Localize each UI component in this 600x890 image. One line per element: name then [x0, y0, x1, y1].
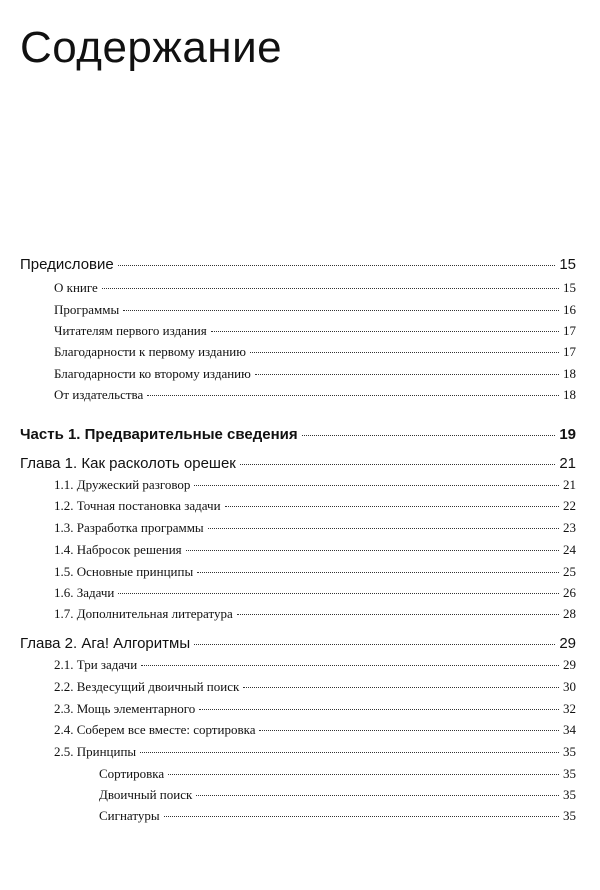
toc-page-number: 15	[563, 280, 576, 295]
toc-entry-part[interactable]	[20, 426, 576, 443]
toc-page-number: 23	[563, 520, 576, 535]
dot-leader	[255, 374, 559, 375]
toc-entry-label: 2.3. Мощь элементарного	[54, 701, 196, 716]
dot-leader	[237, 614, 559, 615]
dot-leader	[194, 485, 559, 486]
toc-entry[interactable]	[54, 498, 576, 514]
toc-entry[interactable]	[54, 280, 576, 296]
dot-leader	[140, 752, 559, 753]
dot-leader	[147, 395, 559, 396]
toc-page-number: 28	[563, 606, 576, 621]
toc-entry-sub[interactable]	[99, 808, 576, 824]
toc-entry-label: Благодарности к первому изданию	[54, 344, 246, 359]
toc-entry-label: 2.1. Три задачи	[54, 657, 138, 672]
toc-page-number: 15	[559, 256, 576, 273]
toc-entry-label: Сигнатуры	[99, 808, 160, 823]
toc-entry[interactable]	[54, 323, 576, 339]
dot-leader	[102, 288, 559, 289]
toc-entry[interactable]	[54, 722, 576, 738]
toc-entry-chapter[interactable]	[20, 455, 576, 472]
dot-leader	[141, 665, 559, 666]
toc-page-number: 24	[563, 542, 576, 557]
toc-entry-label: Сортировка	[99, 766, 165, 781]
toc-entry-label: 1.2. Точная постановка задачи	[54, 498, 221, 513]
toc-entry[interactable]	[54, 744, 576, 760]
toc-entry[interactable]	[54, 701, 576, 717]
toc-entry-label: 2.2. Вездесущий двоичный поиск	[54, 679, 240, 694]
dot-leader	[186, 550, 559, 551]
toc-entry-chapter[interactable]	[20, 635, 576, 652]
dot-leader	[225, 506, 559, 507]
dot-leader	[211, 331, 559, 332]
dot-leader	[259, 730, 559, 731]
toc-entry-label: 1.1. Дружеский разговор	[54, 477, 191, 492]
toc-entry[interactable]	[54, 679, 576, 695]
toc-page-number: 26	[563, 585, 576, 600]
toc-entry[interactable]	[54, 387, 576, 403]
toc-entry-preface[interactable]	[20, 256, 576, 273]
toc-entry-label: Программы	[54, 302, 120, 317]
toc-page-number: 18	[563, 387, 576, 402]
toc-entry-label: Двоичный поиск	[99, 787, 193, 802]
toc-page-number: 17	[563, 344, 576, 359]
toc-entry-label: 2.4. Соберем все вместе: сортировка	[54, 722, 256, 737]
toc-page-number: 16	[563, 302, 576, 317]
toc-entry[interactable]	[54, 366, 576, 382]
toc-page-number: 21	[563, 477, 576, 492]
toc-entry[interactable]	[54, 477, 576, 493]
page-title: Содержание	[20, 23, 283, 72]
toc-entry-label: 1.6. Задачи	[54, 585, 115, 600]
toc-page-number: 35	[563, 744, 576, 759]
toc-page-number: 35	[563, 808, 576, 823]
dot-leader	[240, 464, 555, 465]
toc-entry-label: 1.5. Основные принципы	[54, 564, 194, 579]
dot-leader	[302, 435, 556, 436]
dot-leader	[118, 265, 556, 266]
toc-entry[interactable]	[54, 606, 576, 622]
toc-entry-label: О книге	[54, 280, 98, 295]
toc-page-number: 19	[559, 426, 576, 443]
dot-leader	[243, 687, 559, 688]
toc-entry-label: Читателям первого издания	[54, 323, 207, 338]
toc-entry-sub[interactable]	[99, 787, 576, 803]
toc-page-number: 32	[563, 701, 576, 716]
toc-entry-label: 1.4. Набросок решения	[54, 542, 182, 557]
toc-page-number: 29	[559, 635, 576, 652]
toc-entry[interactable]	[54, 302, 576, 318]
toc-page-number: 29	[563, 657, 576, 672]
toc-page-number: 35	[563, 766, 576, 781]
dot-leader	[118, 593, 559, 594]
toc-page-number: 25	[563, 564, 576, 579]
toc-entry-label: Глава 2. Ага! Алгоритмы	[20, 635, 191, 652]
dot-leader	[123, 310, 559, 311]
toc-entry-label: Часть 1. Предварительные сведения	[20, 426, 298, 443]
toc-entry-label: Благодарности ко второму изданию	[54, 366, 251, 381]
toc-page-number: 18	[563, 366, 576, 381]
toc-entry[interactable]	[54, 564, 576, 580]
dot-leader	[199, 709, 559, 710]
toc-entry[interactable]	[54, 542, 576, 558]
toc-page-number: 17	[563, 323, 576, 338]
toc-entry[interactable]	[54, 520, 576, 536]
toc-entry-label: 1.3. Разработка программы	[54, 520, 204, 535]
dot-leader	[197, 572, 559, 573]
toc-page-number: 22	[563, 498, 576, 513]
toc-entry-label: 1.7. Дополнительная литература	[54, 606, 233, 621]
toc-page-number: 30	[563, 679, 576, 694]
toc-entry-label: 2.5. Принципы	[54, 744, 137, 759]
dot-leader	[164, 816, 559, 817]
toc-entry[interactable]	[54, 585, 576, 601]
toc-entry-sub[interactable]	[99, 766, 576, 782]
toc-entry-label: Глава 1. Как расколоть орешек	[20, 455, 236, 472]
toc-page-number: 34	[563, 722, 576, 737]
toc-entry-label: Предисловие	[20, 256, 114, 273]
dot-leader	[208, 528, 559, 529]
toc-entry[interactable]	[54, 657, 576, 673]
dot-leader	[194, 644, 555, 645]
toc-page-number: 35	[563, 787, 576, 802]
toc-entry[interactable]	[54, 344, 576, 360]
dot-leader	[250, 352, 559, 353]
toc-page-number: 21	[559, 455, 576, 472]
dot-leader	[168, 774, 559, 775]
toc-entry-label: От издательства	[54, 387, 144, 402]
dot-leader	[196, 795, 559, 796]
